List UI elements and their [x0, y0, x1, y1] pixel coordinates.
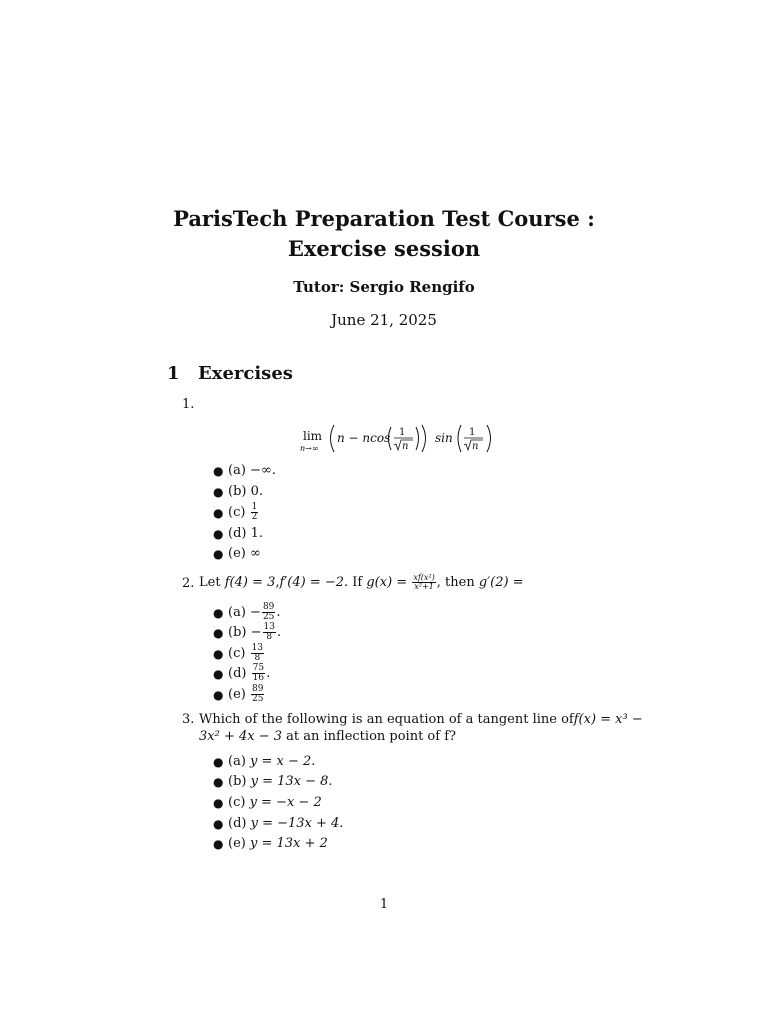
page-number: 1 — [379, 897, 389, 912]
exercise-2-question: Let f(4) = 3 , f′(4) = −2 . If g(x) = $\frac{\text{xf(x²)}}{\text{x²+1}}$ , then g′(2) = — [199, 573, 524, 591]
exercise-1-option-b: ● (b) 0. — [213, 484, 264, 499]
bullet-icon: ● — [213, 505, 224, 520]
svg-text:n: n — [472, 441, 479, 452]
title-line-2: Exercise session — [287, 236, 481, 261]
svg-text:n: n — [402, 441, 409, 452]
exercise-2-option-d: ● (d) $\frac{75}{16}$ . — [213, 663, 271, 683]
section-number: 1 — [167, 363, 180, 384]
svg-text:1: 1 — [399, 427, 406, 438]
exercise-2-option-e: ● (e) $\frac{89}{25}$ — [213, 684, 264, 704]
bullet-icon: ● — [213, 687, 224, 702]
exercise-3-option-b: ● (b) y = 13x − 8. — [213, 774, 333, 789]
bullet-icon: ● — [213, 816, 224, 831]
svg-text:n→∞: n→∞ — [300, 444, 319, 453]
exercise-3-option-c: ● (c) y = −x − 2 — [213, 795, 322, 810]
svg-text:lim: lim — [303, 429, 323, 443]
fraction: $\frac{13}{8}$ — [263, 622, 275, 642]
fraction: $\frac{75}{16}$ — [252, 663, 265, 683]
exercise-2-option-a: ● (a) − $\frac{89}{25}$ . — [213, 602, 281, 622]
exercise-3-option-a: ● (a) y = x − 2. — [213, 754, 316, 769]
bullet-icon: ● — [213, 666, 224, 681]
exercise-3-number: 3. — [182, 712, 195, 727]
section-heading — [167, 363, 293, 384]
bullet-icon: ● — [213, 646, 224, 661]
exercise-1-number: 1. — [182, 397, 195, 412]
exercise-2-option-b: ● (b) − $\frac{13}{8}$ . — [213, 622, 282, 642]
bullet-icon: ● — [213, 546, 224, 561]
title-line-1: ParisTech Preparation Test Course : — [173, 206, 595, 231]
bullet-icon: ● — [213, 836, 224, 851]
bullet-icon: ● — [213, 605, 224, 620]
bullet-icon: ● — [213, 484, 224, 499]
svg-text:1: 1 — [469, 427, 476, 438]
exercise-3-option-d: ● (d) y = −13x + 4. — [213, 816, 344, 831]
bullet-icon: ● — [213, 463, 224, 478]
svg-text:n − ncos: n − ncos — [337, 431, 391, 445]
bullet-icon: ● — [213, 754, 224, 769]
fraction: $\frac{\text{xf(x²)}}{\text{x²+1}}$ — [413, 573, 435, 591]
exercise-2-number: 2. — [182, 576, 195, 591]
section-title: Exercises — [198, 363, 293, 384]
exercise-1-option-e: ● (e) ∞ — [213, 546, 261, 561]
fraction: $\frac{1}{2}$ — [251, 502, 258, 522]
bullet-icon: ● — [213, 625, 224, 640]
exercise-1-option-a: ● (a) −∞. — [213, 463, 276, 478]
bullet-icon: ● — [213, 774, 224, 789]
bullet-icon: ● — [213, 795, 224, 810]
document-title — [0, 204, 768, 264]
exercise-1-option-d: ● (d) 1. — [213, 526, 264, 541]
exercise-3-question: Which of the following is an equation of a tangent line of f(x) = x³ − 3x² + 4x − 3 at an inflection point of f? — [199, 712, 643, 744]
bullet-icon: ● — [213, 526, 224, 541]
exercise-1-option-c: ● (c) $\frac{1}{2}$ — [213, 502, 258, 522]
author-line: Tutor: Sergio Rengifo — [293, 278, 475, 296]
exercise-3-option-e: ● (e) y = 13x + 2 — [213, 836, 328, 851]
fraction: $\frac{89}{25}$ — [251, 684, 264, 704]
exercise-2-option-c: ● (c) $\frac{13}{8}$ — [213, 643, 264, 663]
exercise-1-formula — [300, 420, 500, 460]
svg-text:sin: sin — [435, 431, 453, 445]
fraction: $\frac{13}{8}$ — [251, 643, 264, 663]
date-line: June 21, 2025 — [331, 311, 437, 329]
fraction: $\frac{89}{25}$ — [262, 602, 275, 622]
